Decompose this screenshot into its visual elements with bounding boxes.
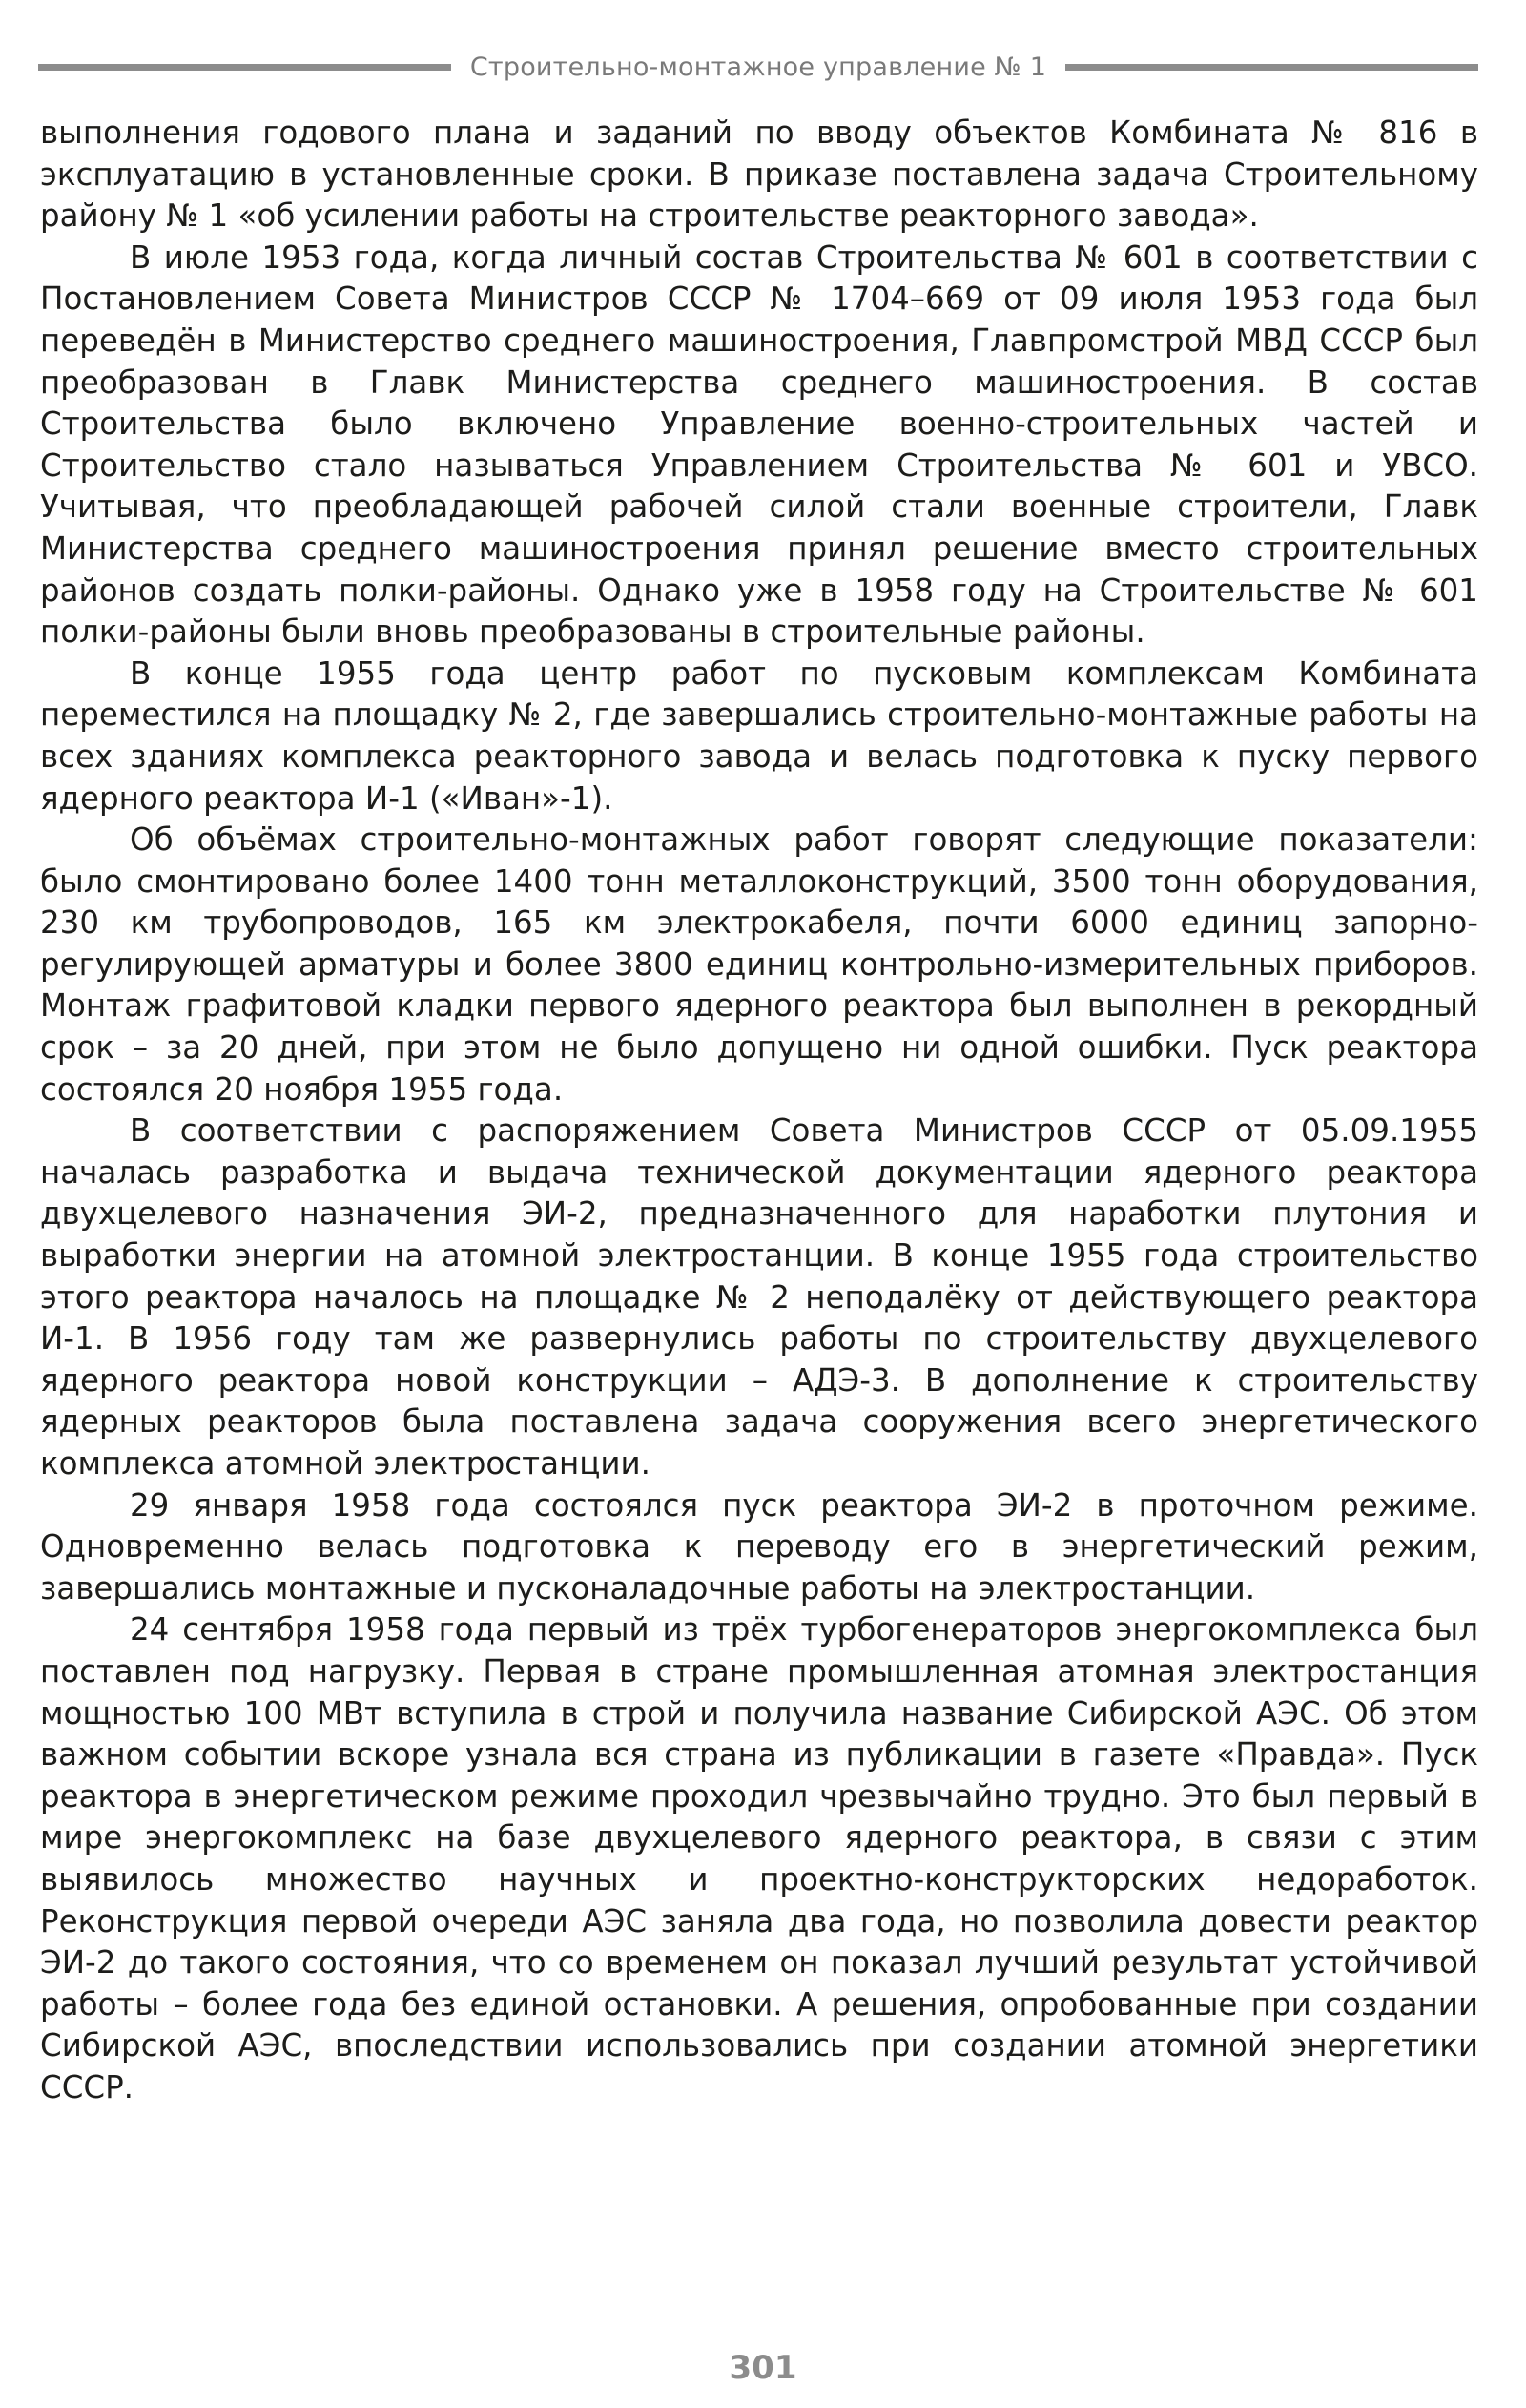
body-text <box>40 113 1478 2109</box>
running-header <box>38 46 1478 88</box>
paragraph-continuation: выполнения годового плана и заданий по вводу объектов Комбината № 816 в эксплуатацию в установленные сроки. В приказе поставлена задача Строительному району № 1 «об усилении работы на строительстве реакторного завода». <box>40 114 1478 235</box>
paragraph: В конце 1955 года центр работ по пусковым комплексам Комбината переместился на площадку № 2, где завершались строительно-монтажные работы на всех зданиях комплекса реакторного завода и велась подготовка к пуску первого ядерного реактора И-1 («Иван»-1). <box>40 654 1478 817</box>
paragraph: Об объёмах строительно-монтажных работ говорят следующие показатели: было смонтировано более 1400 тонн металлоконструкций, 3500 тонн оборудования, 230 км трубопроводов, 165 км электрокабеля, почти 6000 единиц запорно-регулирующей арматуры и более 3800 единиц контрольно-измерительных приборов. Монтаж графитовой кладки первого ядерного реактора был выполнен в рекордный срок – за 20 дней, при этом не было допущено ни одной ошибки. Пуск реактора состоялся 20 ноября 1955 года. <box>40 821 1478 1108</box>
paragraph: 24 сентября 1958 года первый из трёх турбогенераторов энергокомплекса был поставлен под нагрузку. Первая в стране промышленная атомная электростанция мощностью 100 МВт вступила в строй и получила название Сибирской АЭС. Об этом важном событии вскоре узнала вся страна из публикации в газете «Правда». Пуск реактора в энергетическом режиме проходил чрезвычайно трудно. Это был первый в мире энергокомплекс на базе двухцелевого ядерного реактора, в связи с этим выявилось множество научных и проектно-конструкторских недоработок. Реконструкция первой очереди АЭС заняла два года, но позволила довести реактор ЭИ-2 до такого состояния, что со временем он показал лучший результат устойчивой работы – более года без единой остановки. А решения, опробованные при создании Сибирской АЭС, впоследствии использовались при создании атомной энергетики СССР. <box>40 1611 1478 2106</box>
paragraph: В июле 1953 года, когда личный состав Строительства № 601 в соответствии с Постановлением Совета Министров СССР № 1704–669 от 09 июля 1953 года был переведён в Министерство среднего машиностроения, Главпромстрой МВД СССР был преобразован в Главк Министерства среднего машиностроения. В состав Строительства было включено Управление военно-строительных частей и Строительство стало называться Управлением Строительства № 601 и УВСО. Учитывая, что преобладающей рабочей силой стали военные строители, Главк Министерства среднего машиностроения принял решение вместо строительных районов создать полки-районы. Однако уже в 1958 году на Строительстве № 601 полки-районы были вновь преобразованы в строительные районы. <box>40 239 1478 651</box>
page-number: 301 <box>729 2349 797 2387</box>
header-rule-right <box>1065 64 1478 71</box>
paragraph: В соответствии с распоряжением Совета Министров СССР от 05.09.1955 началась разработка и выдача технической документации ядерного реактора двухцелевого назначения ЭИ-2, предназначенного для наработки плутония и выработки энергии на атомной электростанции. В конце 1955 года строительство этого реактора началось на площадке № 2 неподалёку от действующего реактора И-1. В 1956 году там же развернулись работы по строительству двухцелевого ядерного реактора новой конструкции – АДЭ-3. В дополнение к строительству ядерных реакторов была поставлена задача сооружения всего энергетического комплекса атомной электростанции. <box>40 1112 1478 1482</box>
header-title: Строительно-монтажное управление № 1 <box>469 52 1047 82</box>
paragraph: 29 января 1958 года состоялся пуск реактора ЭИ-2 в проточном режиме. Одновременно велась подготовка к переводу его в энергетический режим, завершались монтажные и пусконаладочные работы на электростанции. <box>40 1486 1478 1607</box>
header-rule-left <box>38 64 451 71</box>
